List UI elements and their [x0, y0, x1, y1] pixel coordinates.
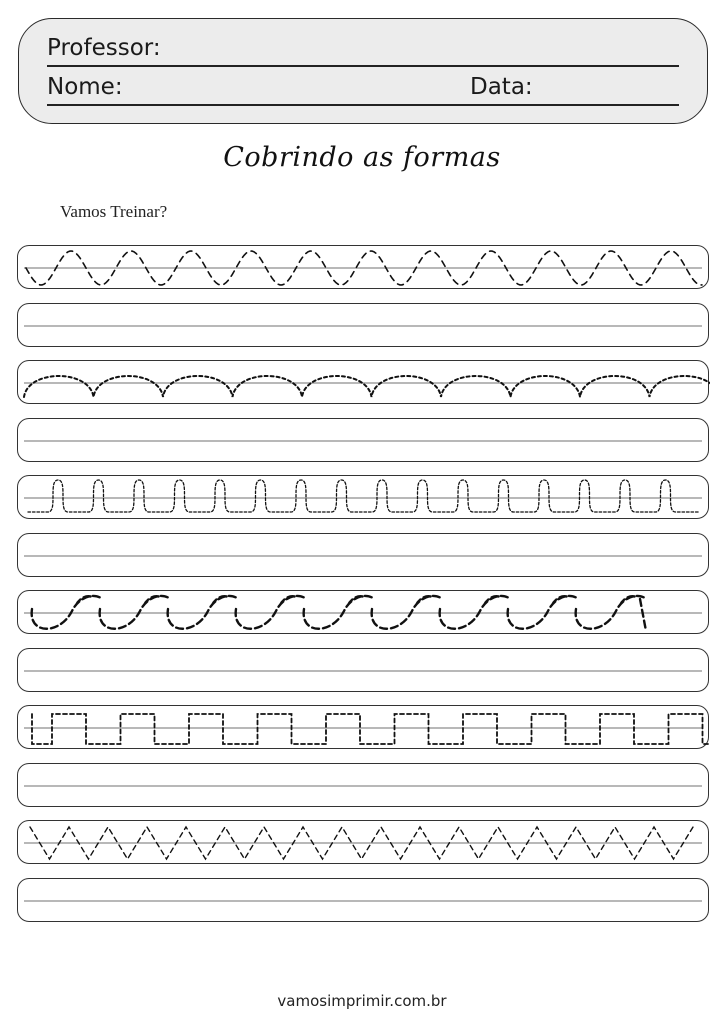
- practice-row: [17, 533, 709, 577]
- professor-label: Professor:: [47, 35, 161, 61]
- dashed-path: [30, 827, 693, 859]
- subtitle: Vamos Treinar?: [60, 202, 168, 221]
- dashed-shape-arches: [18, 361, 710, 405]
- practice-row: [17, 648, 709, 692]
- dashed-path: [32, 596, 646, 631]
- practice-row: [17, 418, 709, 462]
- guide-line: [24, 440, 702, 442]
- dashed-shape-wave: [18, 246, 710, 290]
- tracing-row-square-wave: [17, 705, 709, 749]
- tracing-row-wave: [17, 245, 709, 289]
- dashed-path: [24, 376, 710, 397]
- dashed-shape-slanted-curls: [18, 591, 710, 635]
- tracing-row-arches: [17, 360, 709, 404]
- page-title: Cobrindo as formas: [223, 142, 501, 173]
- dashed-path: [26, 251, 702, 285]
- tracing-row-slanted-curls: [17, 590, 709, 634]
- guide-line: [24, 785, 702, 787]
- practice-row: [17, 303, 709, 347]
- header-box: [18, 18, 708, 124]
- guide-line: [24, 325, 702, 327]
- practice-row: [17, 878, 709, 922]
- guide-line: [24, 555, 702, 557]
- dashed-path: [32, 714, 710, 744]
- tracing-row-zigzag: [17, 820, 709, 864]
- tracing-row-loops: [17, 475, 709, 519]
- name-label: Nome:: [47, 74, 123, 100]
- guide-line: [24, 670, 702, 672]
- professor-line: [47, 65, 679, 67]
- footer-url: vamosimprimir.com.br: [277, 992, 447, 1010]
- name-date-line: [47, 104, 679, 106]
- dashed-shape-square-wave: [18, 706, 710, 750]
- date-label: Data:: [470, 74, 533, 100]
- dashed-path: [28, 480, 700, 512]
- dashed-shape-loops: [18, 476, 710, 520]
- dashed-shape-zigzag: [18, 821, 710, 865]
- practice-row: [17, 763, 709, 807]
- guide-line: [24, 900, 702, 902]
